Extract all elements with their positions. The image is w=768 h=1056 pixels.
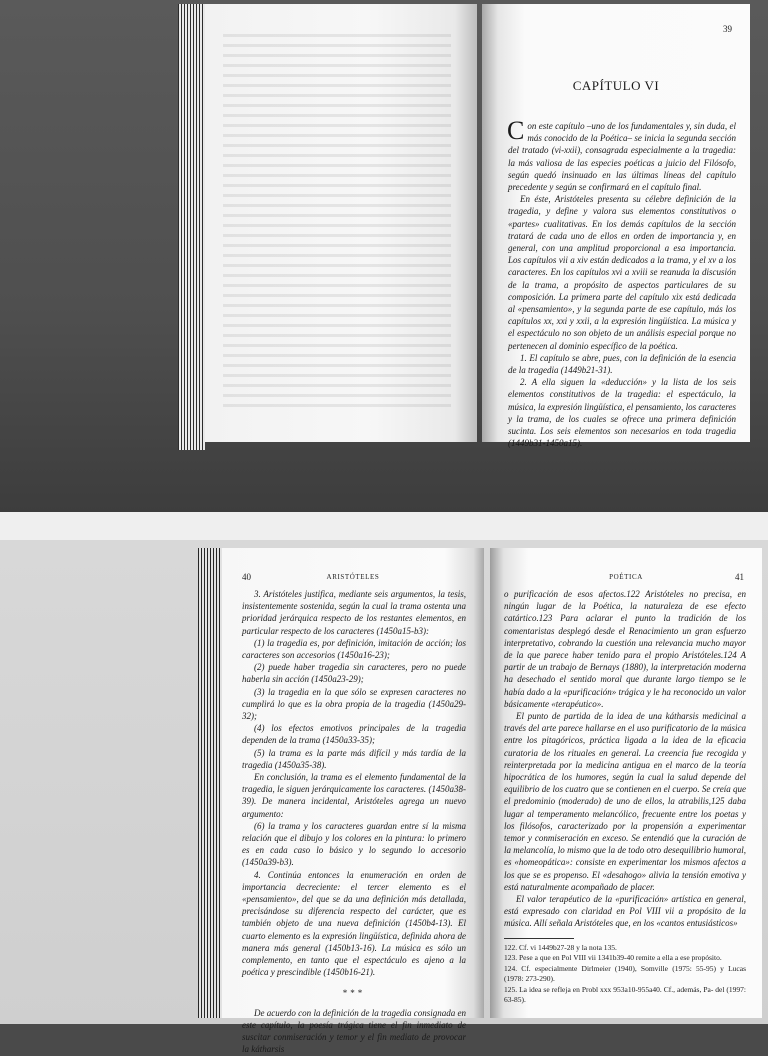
running-head: POÉTICA	[609, 573, 643, 581]
paragraph: El punto de partida de la idea de una kátharsis medicinal a través del arte parece hallarse en el uso purificatorio de la música entre los pitagóricos, práctica ligada a la idea de la eficacia curatoria de los rituales en general. La creencia fue recogida y reinterpretada por la medicina antigua en el marco de la teoría hipocrática de los humores, según la cual la salud depende del equilibrio de los cuatro que se contienen en el cuerpo. Se creía que el predominio (moderado) de uno de ellos, la atrabilis,125 daba lugar al temperamento melancólico, frecuente entre los poetas y los filósofos, caracterizado por la propensión a experimentar temor y conmiseración en exceso. Se entendió que la curación de la melancolía, lo mismo que la de todo otro desequilibrio humoral, es «homeopática»: consiste en experimentar los mismos afectos a los que se es propenso. El «desahogo» alivia la tensión emotiva y está naturalmente acompañado de placer.	[504, 711, 747, 892]
top-right-page	[482, 4, 750, 449]
paragraph: El valor terapéutico de la «purificación» artística en general, está expresado con claridad en Pol VIII vii a propósito de la música. Allí señala Aristóteles que, en los «cantos entusiásticos»	[504, 894, 746, 929]
bottom-right-page	[490, 548, 762, 1018]
paragraph: 1. El capítulo se abre, pues, con la definición de la esencia de la tragedia (1449b21-31).	[508, 352, 736, 376]
paragraph: Con este capítulo –uno de los fundamentales y, sin duda, el más conocido de la Poética– se inicia la segunda sección del tratado (vi-xxii), consagrada especialmente a la tragedia: la más valiosa de las especies poéticas a juicio del Filósofo, según quedó insinuado en las últimas líneas del capítulo precedente y según se confirmará en el capítulo final.	[507, 116, 736, 193]
paragraph: o purificación de esos afectos.122 Aristóteles no precisa, en ningún lugar de la Poética, la naturaleza de ese efecto catártico.123 Para aclarar el punto la tradición de los comentaristas desplegó desde el Renacimiento un gran esfuerzo interpretativo, cobrando la cuestión una relevancia mucho mayor de la que parece haber tenido para el propio Aristóteles.124 A partir de un trabajo de Bernays (1880), la interpretación moderna ha desechado el sentido moral que durante largo tiempo se le había dado a la «purificación» trágica y le ha reconocido un valor básicamente «terapéutico».	[504, 589, 746, 709]
bleed-through-text	[223, 34, 451, 412]
chapter-title: CAPÍTULO VI	[572, 78, 660, 93]
top-left-page	[205, 4, 477, 442]
chapter-body	[507, 116, 736, 449]
footnote: 124. Cf. especialmente Dirlmeier (1940), Somville (1975: 55-95) y Lucas (1978: 273-290).	[504, 963, 746, 984]
paragraph: (6) la trama y los caracteres guardan entre sí la misma relación que el dibujo y los colores en la pintura: lo primero es en cada caso lo básico y lo segundo lo accesorio (1450a39-b3).	[242, 820, 466, 868]
paragraph: (5) la trama es la parte más difícil y más tardía de la tragedia (1450a35-38).	[242, 747, 466, 770]
scan-gap	[0, 512, 768, 540]
footnote: 123. Pese a que en Pol VIII vii 1341b39-40 remite a ella a ese propósito.	[504, 953, 722, 963]
page-number: 41	[735, 572, 744, 582]
page-edges-top	[178, 4, 205, 450]
footnote: 125. La idea se refleja en Probl xxx 953a10-955a40. Cf., además, Pa- del (1997: 63-85).	[504, 984, 746, 1005]
footnotes	[504, 943, 746, 1006]
paragraph: En éste, Aristóteles presenta su célebre definición de la tragedia, y define y valora sus elementos constitutivos o «partes» cualitativas. En los demás capítulos de la sección tratará de cada uno de ellos en orden de importancia y, en general, con una amplitud proporcional a esa importancia. Los capítulos vii a xiv están dedicados a la trama, y el xv a los caracteres. En los capítulos xvi a xviii se reanuda la discusión de la trama, a propósito de aspectos particulares de su composición. La primera parte del capítulo xix está dedicada al «pensamiento», y la segunda parte de ese capítulo, más los capítulos xx, xxi y xxii, a la expresión lingüística. La música y el espectáculo no son objeto de un análisis especial porque no pertenecen al dominio específico de la poética.	[508, 194, 736, 351]
paragraph: De acuerdo con la definición de la tragedia consignada en este capítulo, la poesía trágica tiene el fin inmediato de suscitar conmiseración y temor y el fin mediato de provocar la kátharsis	[242, 1007, 466, 1055]
footnote: 122. Cf. vi 1449b27-28 y la nota 135.	[504, 942, 617, 952]
footnote-rule	[504, 938, 574, 939]
paragraph: (1) la tragedia es, por definición, imitación de acción; los caracteres son accesorios (1450a16-23);	[242, 637, 466, 661]
section-separator: ***	[342, 987, 366, 998]
running-head: ARISTÓTELES	[326, 573, 380, 581]
paragraph: 4. Continúa entonces la enumeración en orden de importancia decreciente: el tercer elemento es el «pensamiento», del que se da una definición más detallada, precisándose su diferencia respecto del carácter, que es también objeto de una nueva definición (1450b4-13). El cuarto elemento es la expresión lingüística, definida ahora de manera más general (1450b13-16). La música es sólo un complemento, en tanto que el espectáculo es ajeno a la poética y prescindible (1450b16-21).	[242, 869, 466, 978]
bottom-left-page	[222, 548, 484, 1055]
drop-cap: C	[507, 116, 525, 145]
paragraph: En conclusión, la trama es el elemento fundamental de la tragedia, le siguen jerárquicamente los caracteres. (1450a38-39). De manera incidental, Aristóteles agrega un nuevo argumento:	[242, 772, 466, 819]
paragraph: 2. A ella siguen la «deducción» y la lista de los seis elementos constitutivos de la tragedia: el espectáculo, la música, la expresión lingüística, el pensamiento, los caracteres y la trama, de los cuales se ofrece una primera definición sucinta. Los seis elementos son necesarios en toda tragedia (1449b31-1450a15).	[508, 377, 736, 449]
page-edges-bottom	[198, 548, 222, 1018]
paragraph: 3. Aristóteles justifica, mediante seis argumentos, la tesis, insistentemente sostenida, según la cual la trama ostenta una prioridad jerárquica respecto de los restantes elementos, en particular respecto de los caracteres (1450a15-b3):	[242, 589, 466, 636]
paragraph: (4) los efectos emotivos principales de la tragedia dependen de la trama (1450a33-35);	[242, 723, 466, 746]
page-number: 39	[723, 24, 732, 34]
page-body	[504, 588, 746, 1006]
paragraph: (3) la tragedia en la que sólo se expresen caracteres no cumplirá lo que es la obra propia de la tragedia (1450a29-32);	[242, 686, 466, 722]
paragraph: (2) puede haber tragedia sin caracteres, pero no puede haberla sin acción (1450a23-29);	[242, 662, 466, 685]
page-number: 40	[242, 572, 251, 582]
page-body	[242, 588, 466, 1056]
